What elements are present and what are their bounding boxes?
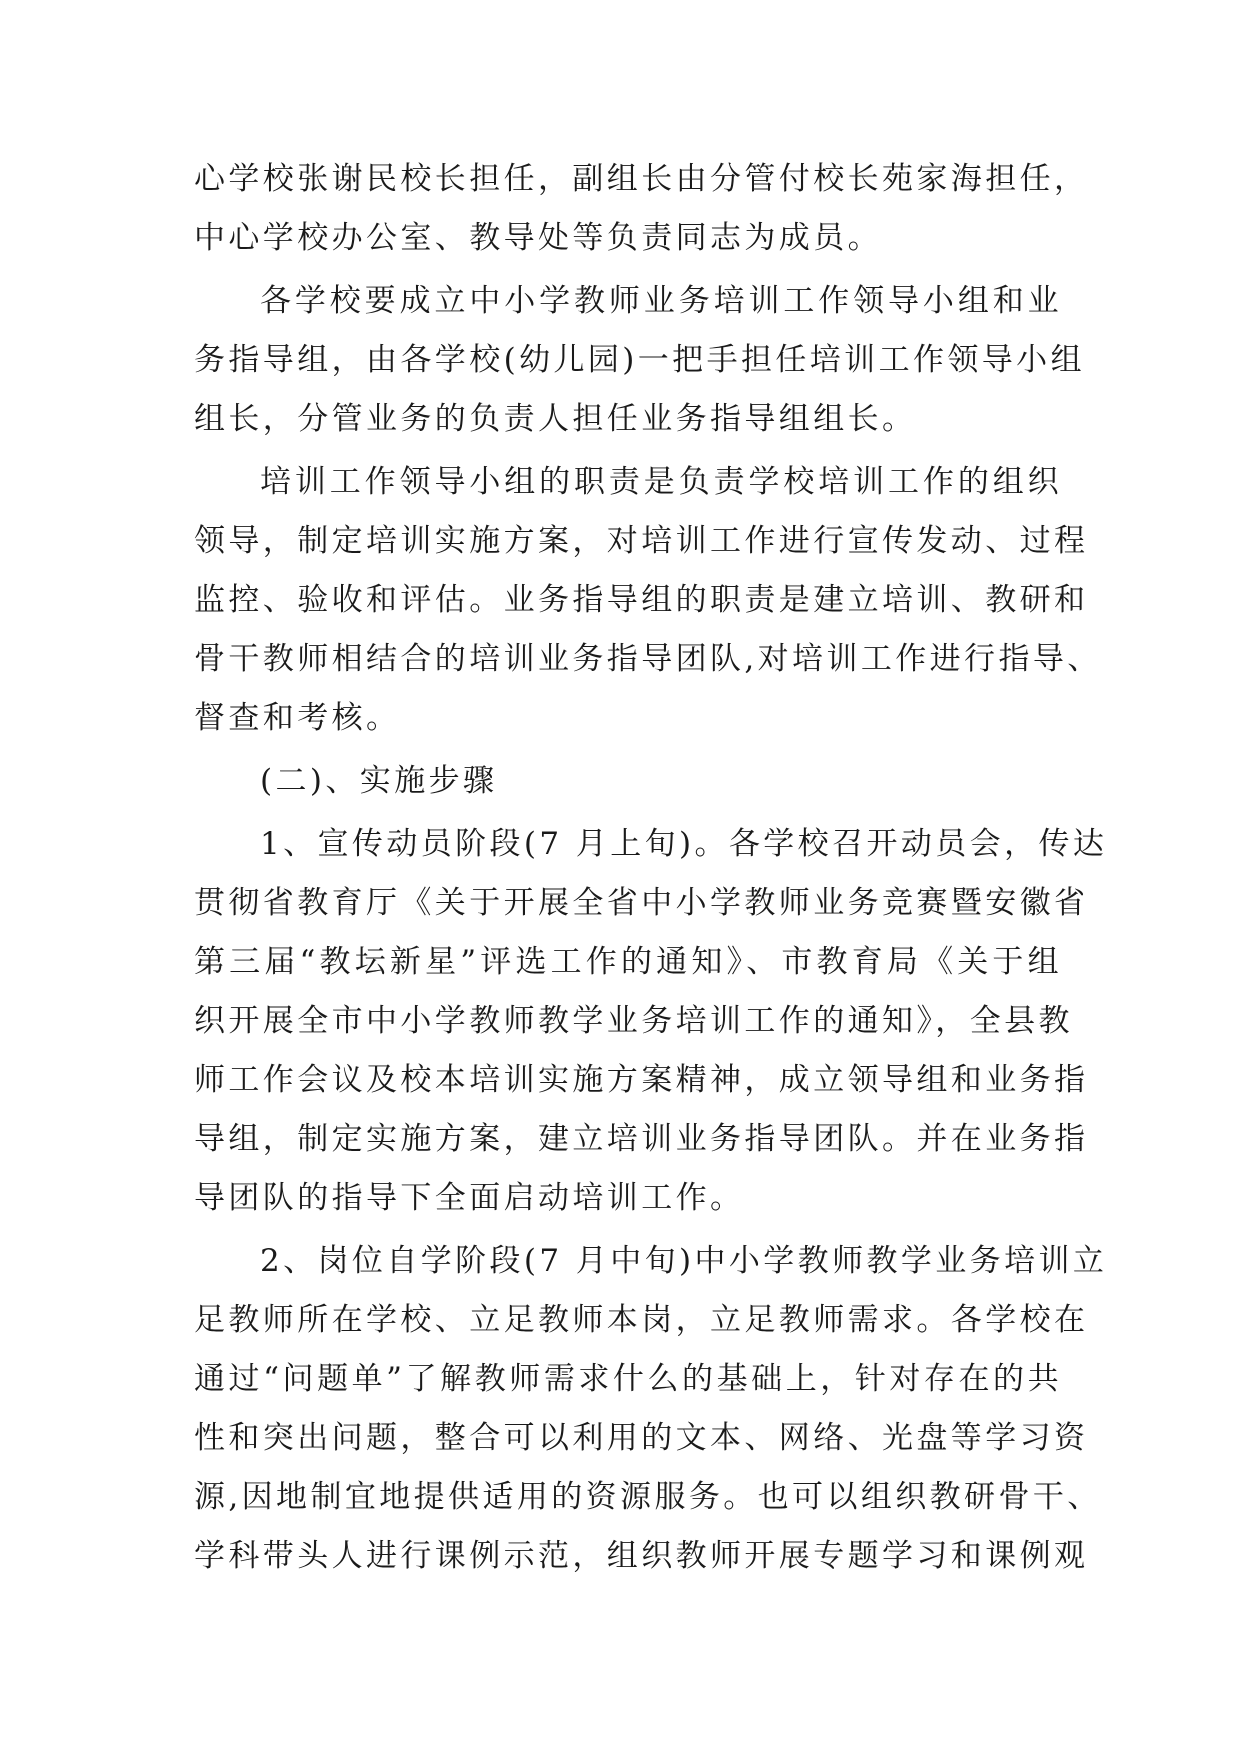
text-line: 第三届“教坛新星”评选工作的通知》、市教育局《关于组 [194,944,1062,980]
text-line: 心学校张谢民校长担任，副组长由分管付校长苑家海担任， [194,161,1089,197]
text-line: 师工作会议及校本培训实施方案精神，成立领导组和业务指 [194,1062,1089,1098]
paragraph-step-2 [194,1232,1108,1586]
text-line: 各学校要成立中小学教师业务培训工作领导小组和业 [260,283,1062,319]
text-line: 通过“问题单”了解教师需求什么的基础上，针对存在的共 [194,1361,1062,1397]
text-line: 1、宣传动员阶段(7 月上旬)。各学校召开动员会，传达 [260,826,1108,862]
text-line: 源,因地制宜地提供适用的资源服务。也可以组织教研骨干、 [194,1479,1102,1515]
text-line: 务指导组，由各学校(幼儿园)一把手担任培训工作领导小组 [194,342,1085,378]
body-text [194,150,1108,1586]
paragraph-step-1 [194,815,1108,1228]
paragraph-leadership-group [194,150,1089,268]
text-line: 中心学校办公室、教导处等负责同志为成员。 [194,220,882,256]
paragraph-school-groups [194,272,1085,449]
text-line: 学科带头人进行课例示范，组织教师开展专题学习和课例观 [194,1538,1089,1574]
section-heading-implementation-steps [194,752,1062,811]
text-line: 贯彻省教育厅《关于开展全省中小学教师业务竞赛暨安徽省 [194,885,1089,921]
text-line: 监控、验收和评估。业务指导组的职责是建立培训、教研和 [194,582,1089,618]
text-line: 2、岗位自学阶段(7 月中旬)中小学教师教学业务培训立 [260,1243,1108,1279]
heading-text: (二)、实施步骤 [260,763,498,799]
text-line: 导团队的指导下全面启动培训工作。 [194,1180,745,1216]
text-line: 性和突出问题，整合可以利用的文本、网络、光盘等学习资 [194,1420,1089,1456]
text-line: 组长，分管业务的负责人担任业务指导组组长。 [194,401,917,437]
paragraph-responsibilities [194,453,1102,748]
text-line: 领导，制定培训实施方案，对培训工作进行宣传发动、过程 [194,523,1089,559]
text-line: 培训工作领导小组的职责是负责学校培训工作的组织 [260,464,1062,500]
text-line: 导组，制定实施方案，建立培训业务指导团队。并在业务指 [194,1121,1089,1157]
text-line: 足教师所在学校、立足教师本岗，立足教师需求。各学校在 [194,1302,1089,1338]
text-line: 织开展全市中小学教师教学业务培训工作的通知》，全县教 [194,1003,1073,1039]
text-line: 督查和考核。 [194,700,401,736]
text-line: 骨干教师相结合的培训业务指导团队,对培训工作进行指导、 [194,641,1102,677]
